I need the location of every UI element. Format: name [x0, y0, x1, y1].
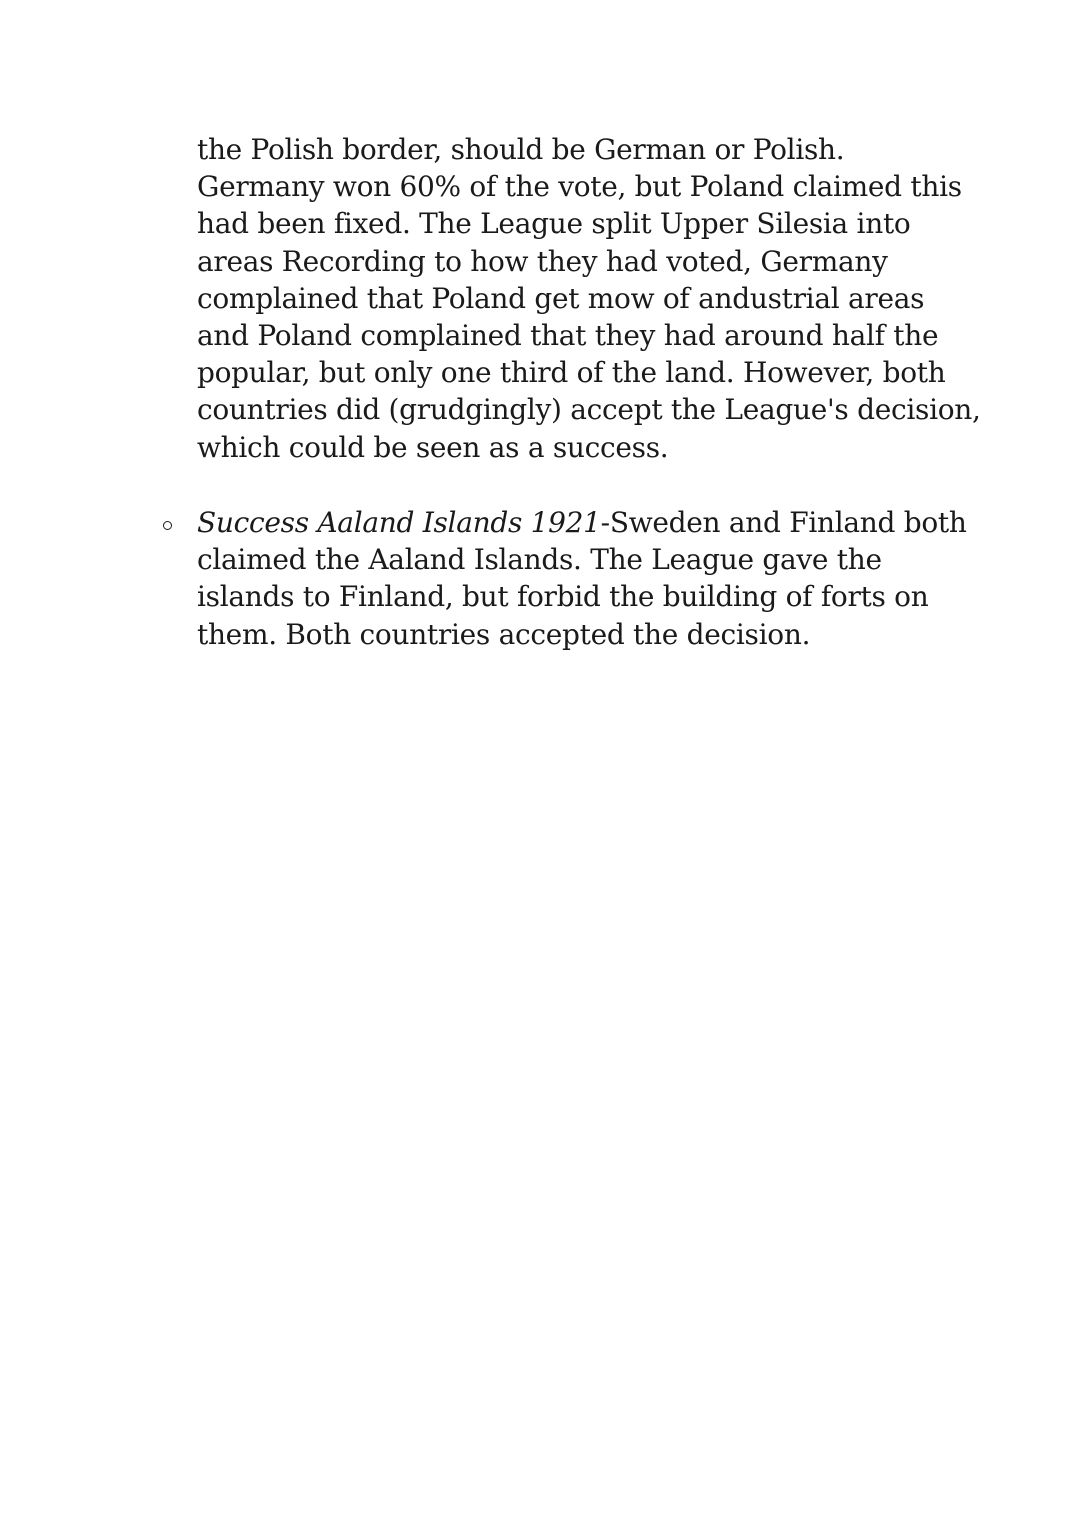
text-line: popular, but only one third of the land. However, both [197, 356, 946, 390]
text-line: countries did (grudgingly) accept the League's decision, [197, 393, 981, 427]
item-title: Success Aaland Islands 1921 [197, 506, 601, 539]
text-line: which could be seen as a success. [197, 430, 669, 464]
text-line: Germany won 60% of the vote, but Poland claimed this [197, 170, 962, 204]
text-line: the Polish border, should be German or Polish. [197, 133, 845, 166]
hollow-bullet-icon [163, 521, 172, 530]
list-item-aaland-islands [197, 504, 967, 653]
text-line [197, 504, 967, 541]
item-first-line-rest: -Sweden and Finland both [600, 506, 967, 539]
text-line: them. Both countries accepted the decision. [197, 617, 811, 651]
text-line: areas Recording to how they had voted, Germany [197, 244, 888, 278]
text-line: and Poland complained that they had around half the [197, 319, 939, 353]
text-line: claimed the Aaland Islands. The League gave the [197, 543, 882, 577]
text-line: had been fixed. The League split Upper Silesia into [197, 207, 911, 241]
text-line: islands to Finland, but forbid the building of forts on [197, 580, 929, 614]
text-line: complained that Poland get mow of andustrial areas [197, 281, 925, 315]
paragraph-upper-silesia [197, 131, 981, 466]
